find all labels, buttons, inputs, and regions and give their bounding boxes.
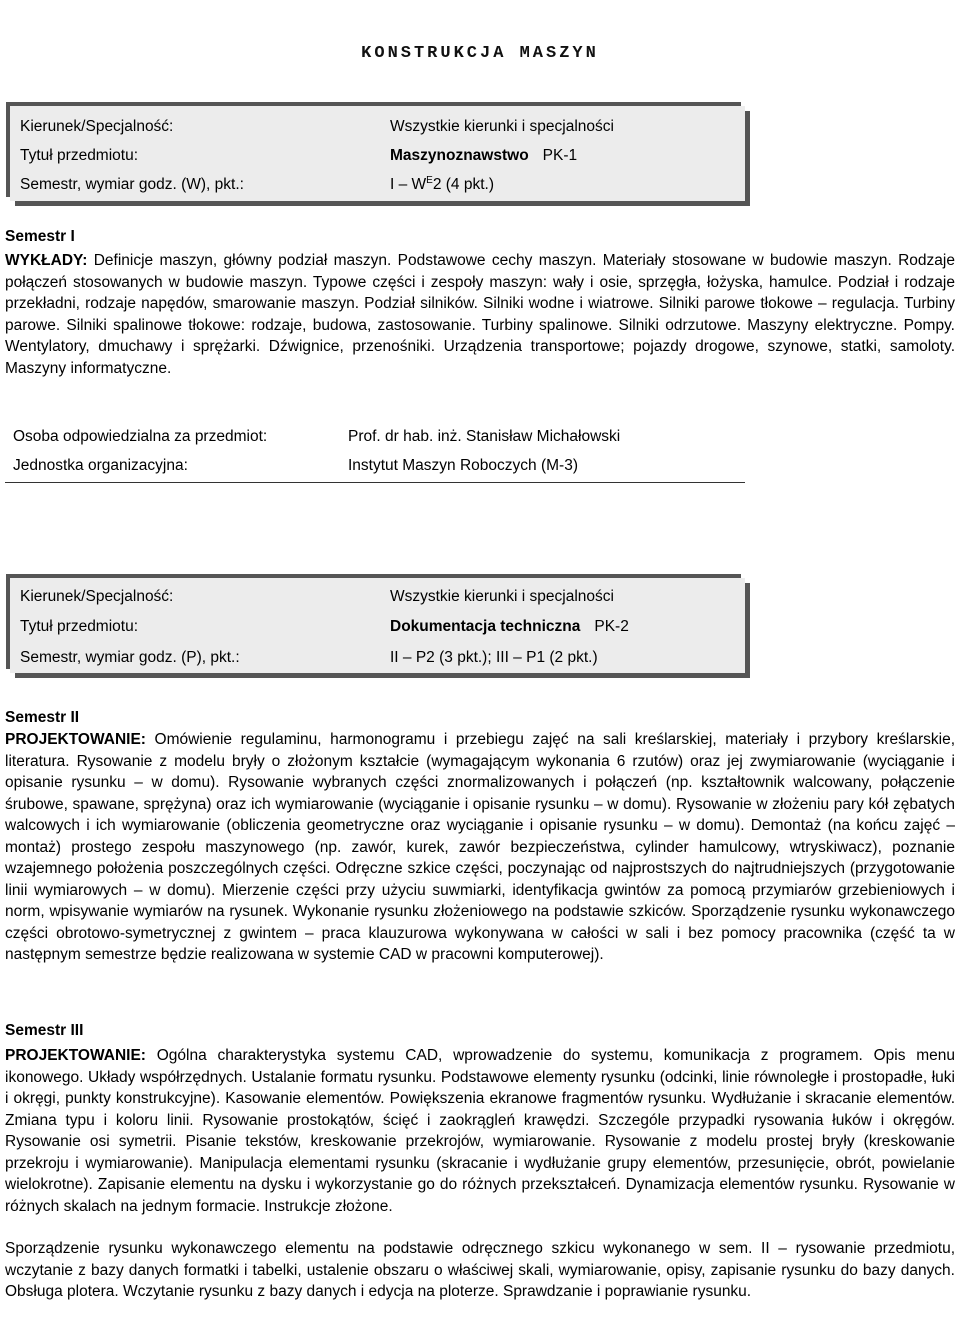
unit-value: Instytut Maszyn Roboczych (M-3) (348, 457, 578, 474)
sem2-text: Omówienie regulaminu, harmonogramu i przebiegu zajęć na sali kreślarskiej, materiały i przybory kreślarskie, literatura. Rysowanie z modelu bryły o złożonym kształcie (wymagającym wykonania 6 rzutów) oraz jej zwymiarowanie (wyciąganie i opisanie rysunku – w domu). Rysowanie wybranych części znormalizowanych i połączeń (np. kształtownik walcowany, połączenie śrubowe, spawane, sprężyna) oraz ich wymiarowanie (wyciąganie i opisanie rysunku – w domu). Rysowanie w złożeniu pary kół zębatych walcowych i ich wymiarowanie (obliczenia geometryczne oraz wyciąganie i opisanie rysunku – w domu). Demontaż (na końcu zajęć – montaż) prostego zespołu maszynowego (np. zawór, kurek, zawór bezpieczeństwa, cylinder hamulcowy, wtryskiwacz), poznanie wzajemnego położenia poszczególnych części. Odręczne szkice części, poczynając od najprostszych do najtrudniejszych (przygotowanie linii wymiarowych – w domu). Mierzenie części przy użyciu suwmiarki, identyfikacja gwintów za pomocą przymiarów grzebieniowych i norm, wpisywanie wymiarów na rysunek. Wykonanie rysunku złożeniowego na podstawie szkiców. Sporządzenie rysunku wykonawczego części obrotowo-symetrycznej z gwintem – praca klauzurowa wykonywana w całości w sali i bez pomocy pracownika (część ta w następnym semestrze będzie realizowana w systemie CAD w pracowni komputerowej). (5, 731, 955, 963)
subject-code: PK-1 (542, 147, 578, 164)
subject-name: Dokumentacja techniczna (390, 618, 581, 635)
lecture-paragraph (5, 250, 955, 379)
subject-label: Tytuł przedmiotu: (20, 147, 139, 164)
sem3-text: Ogólna charakterystyka systemu CAD, wprowadzenie do systemu, komunikacja z programem. Opis menu ikonowego. Układy współrzędnych. Ustalanie formatu rysunku. Podstawowe elementy rysunku (odcinki, linie równoległe i prostopadłe, łuki i okręgi, punkty konstrukcyjne). Kasowanie elementów. Powiększenia ekranowe fragmentów rysunku. Wydłużanie i skracanie elementów. Zmiana typu i koloru linii. Rysowanie prostokątów, ścięć i zaokrągleń krawędzi. Szczególe przypadki rysowania łuków i okręgów. Rysowanie osi symetrii. Pisanie tekstów, kreskowanie przekrojów, wymiarowanie. Rysowanie z modelu prostej bryły (kreskowanie przekroju i wymiarowanie). Manipulacja elementami rysunku (skracanie i wydłużanie grupy elementów, przesunięcie, obrót, powielanie wielokrotne). Zapisanie elementu na dysku i wykorzystanie go do różnych przekształceń. Dynamizacja elementów rysunku. Rysowanie w różnych skalach na jednym formacie. Instrukcje złożone. (5, 1047, 955, 1215)
field-label: Kierunek/Specjalność: (20, 118, 174, 135)
page-title: KONSTRUKCJA MASZYN (361, 44, 599, 63)
section-heading-sem2: Semestr II (5, 709, 80, 726)
course-info-box-2 (10, 578, 745, 673)
semester-sup: E (426, 174, 433, 186)
section-heading-sem1: Semestr I (5, 228, 75, 245)
semester-value: II – P2 (3 pkt.); III – P1 (2 pkt.) (390, 649, 598, 666)
subject-label: Tytuł przedmiotu: (20, 618, 139, 635)
semester-label: Semestr, wymiar godz. (P), pkt.: (20, 649, 240, 666)
sem3-paragraph-2: Sporządzenie rysunku wykonawczego elementu na podstawie odręcznego szkicu wykonanego w sem. II – rysowanie przedmiotu, wczytanie z bazy danych formatki i tabelki, ustalenie obszaru o właściwej skali, wymiarowanie, opisy, zapisanie rysunku do bazy danych. Obsługa plotera. Wczytanie rysunku z bazy danych i edycja na ploterze. Sprawdzanie i poprawianie rysunku. (5, 1240, 955, 1300)
lecture-text: Definicje maszyn, główny podział maszyn. Podstawowe cechy maszyn. Materiały stosowane w budowie maszyn. Rodzaje połączeń stosowanych w budowie maszyn. Typowe części i zespoły maszyn: wały i osie, sprzęgła, łożyska, hamulce. Podział i rodzaje przekładni, rodzaje napędów, smarowanie maszyn. Podział silników. Silniki wodne i wiatrowe. Silniki parowe tłokowe – regulacja. Turbiny parowe. Silniki spalinowe tłokowe: rodzaje, budowa, zastosowanie. Turbiny spalinowe. Silniki odrzutowe. Maszyny elektryczne. Pompy. Wentylatory, dmuchawy i sprężarki. Dźwignice, przenośniki. Urządzenia transportowe; pojazdy drogowe, szynowe, statki, samoloty. Maszyny informatyczne. (5, 252, 955, 377)
course-info-box-1 (10, 106, 745, 201)
subject-title (390, 147, 577, 165)
subject-title (390, 618, 629, 636)
field-value: Wszystkie kierunki i specjalności (390, 588, 614, 605)
lecture-lead: WYKŁADY: (5, 252, 88, 269)
field-label: Kierunek/Specjalność: (20, 588, 174, 605)
unit-label: Jednostka organizacyjna: (13, 457, 188, 474)
subject-name: Maszynoznawstwo (390, 147, 529, 164)
responsibility-block (5, 422, 745, 483)
sem3-lead: PROJEKTOWANIE: (5, 1047, 146, 1064)
subject-code: PK-2 (594, 618, 629, 635)
semester-label: Semestr, wymiar godz. (W), pkt.: (20, 176, 244, 193)
section-heading-sem3: Semestr III (5, 1022, 84, 1039)
semester-value (390, 176, 494, 194)
field-value: Wszystkie kierunki i specjalności (390, 118, 614, 135)
responsible-value: Prof. dr hab. inż. Stanisław Michałowski (348, 428, 621, 445)
semester-prefix: I – W (390, 176, 427, 193)
sem2-lead: PROJEKTOWANIE: (5, 731, 146, 748)
semester-rest: 2 (4 pkt.) (432, 176, 495, 193)
sem3-paragraph (5, 1045, 955, 1217)
sem2-paragraph (5, 729, 955, 966)
responsible-label: Osoba odpowiedzialna za przedmiot: (13, 428, 268, 445)
